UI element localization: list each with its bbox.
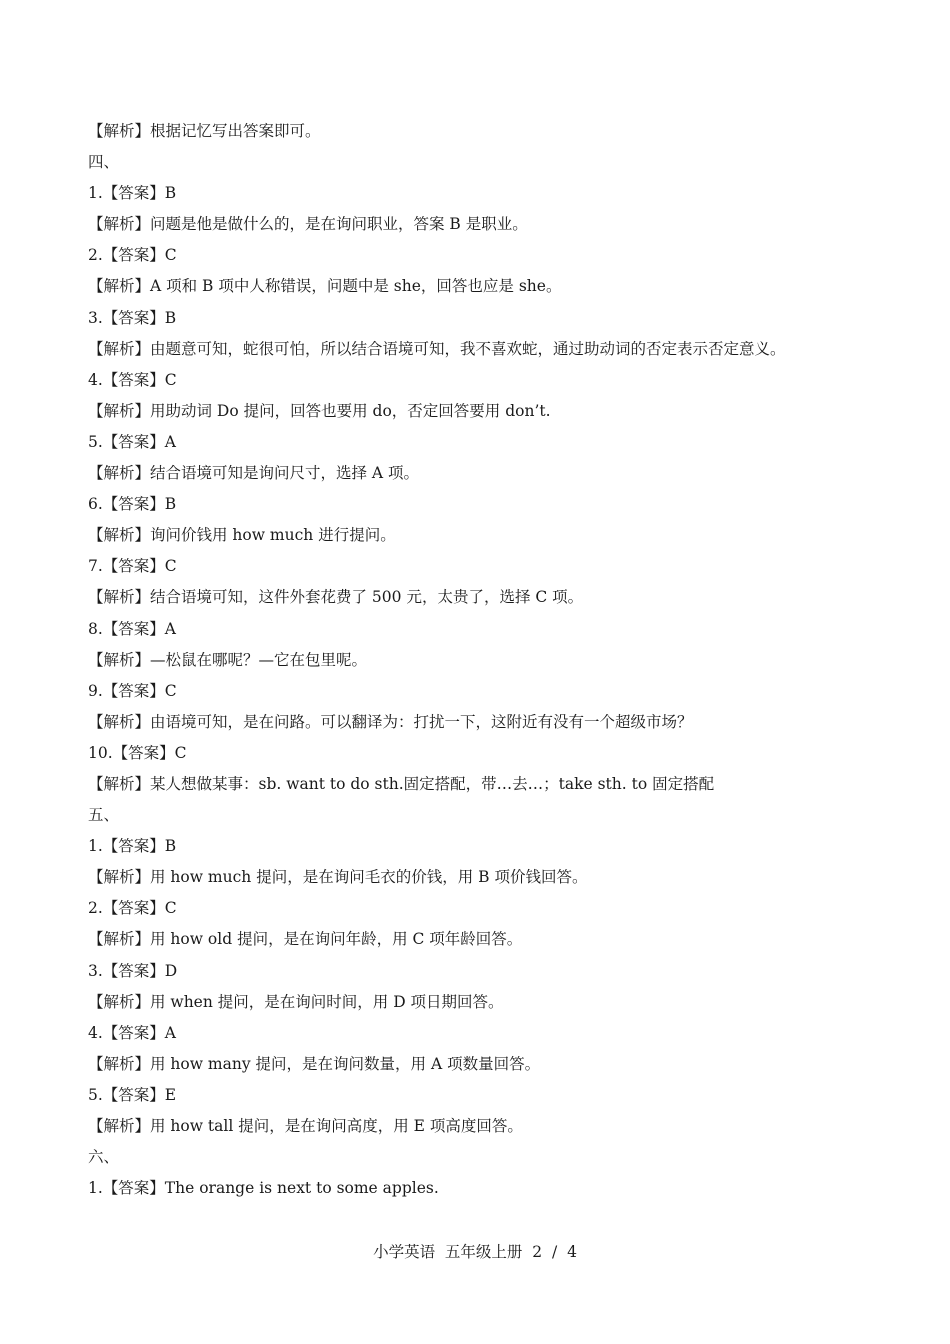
section-heading: 四、 xyxy=(88,153,120,172)
answer-line: 9.【答案】C xyxy=(88,681,177,700)
answer-line: 5.【答案】A xyxy=(88,432,176,451)
explanation-line: 【解析】—松鼠在哪呢？—它在包里呢。 xyxy=(88,650,368,669)
answer-content xyxy=(88,116,868,1204)
answer-line: 3.【答案】D xyxy=(88,961,178,980)
section-heading: 五、 xyxy=(88,806,120,825)
answer-line: 2.【答案】C xyxy=(88,899,177,918)
explanation-line: 【解析】用 how old 提问，是在询问年龄，用 C 项年龄回答。 xyxy=(88,930,523,949)
explanation-line: 【解析】由题意可知，蛇很可怕，所以结合语境可知，我不喜欢蛇，通过助动词的否定表示否定意义。 xyxy=(88,339,786,358)
section-heading: 六、 xyxy=(88,1148,120,1167)
answer-line: 7.【答案】C xyxy=(88,557,177,576)
explanation-line: 【解析】用 how much 提问，是在询问毛衣的价钱，用 B 项价钱回答。 xyxy=(88,868,588,887)
explanation-line: 【解析】用 how many 提问，是在询问数量，用 A 项数量回答。 xyxy=(88,1054,541,1073)
answer-line: 3.【答案】B xyxy=(88,308,177,327)
explanation-line: 【解析】问题是他是做什么的，是在询问职业，答案 B 是职业。 xyxy=(88,215,528,234)
answer-line: 8.【答案】A xyxy=(88,619,176,638)
text-line: 【解析】根据记忆写出答案即可。 xyxy=(88,122,321,140)
answer-line: 6.【答案】B xyxy=(88,495,177,514)
explanation-line: 【解析】A 项和 B 项中人称错误，问题中是 she，回答也应是 she。 xyxy=(88,277,562,296)
answer-line: 2.【答案】C xyxy=(88,246,177,265)
page-footer: 小学英语 五年级上册 2 / 4 xyxy=(373,1243,577,1261)
answer-line: 1.【答案】The orange is next to some apples. xyxy=(88,1179,439,1198)
answer-line: 1.【答案】B xyxy=(88,837,177,856)
answer-line: 4.【答案】A xyxy=(88,1023,176,1042)
explanation-line: 【解析】用 when 提问，是在询问时间，用 D 项日期回答。 xyxy=(88,992,504,1011)
explanation-line: 【解析】用 how tall 提问，是在询问高度，用 E 项高度回答。 xyxy=(88,1117,523,1135)
answer-line: 5.【答案】E xyxy=(88,1085,177,1104)
explanation-line: 【解析】结合语境可知是询问尺寸，选择 A 项。 xyxy=(88,464,420,483)
answer-line: 1.【答案】B xyxy=(88,184,177,203)
explanation-line: 【解析】询问价钱用 how much 进行提问。 xyxy=(88,526,396,545)
answer-line: 10.【答案】C xyxy=(88,743,187,762)
explanation-line: 【解析】某人想做某事：sb. want to do sth.固定搭配，带…去…；take sth. to 固定搭配 xyxy=(88,774,715,793)
explanation-line: 【解析】结合语境可知，这件外套花费了 500 元，太贵了，选择 C 项。 xyxy=(88,588,584,607)
explanation-line: 【解析】由语境可知，是在问路。可以翻译为：打扰一下，这附近有没有一个超级市场？ xyxy=(88,712,693,731)
answer-line: 4.【答案】C xyxy=(88,370,177,389)
explanation-line: 【解析】用助动词 Do 提问，回答也要用 do，否定回答要用 don’t. xyxy=(88,401,551,420)
